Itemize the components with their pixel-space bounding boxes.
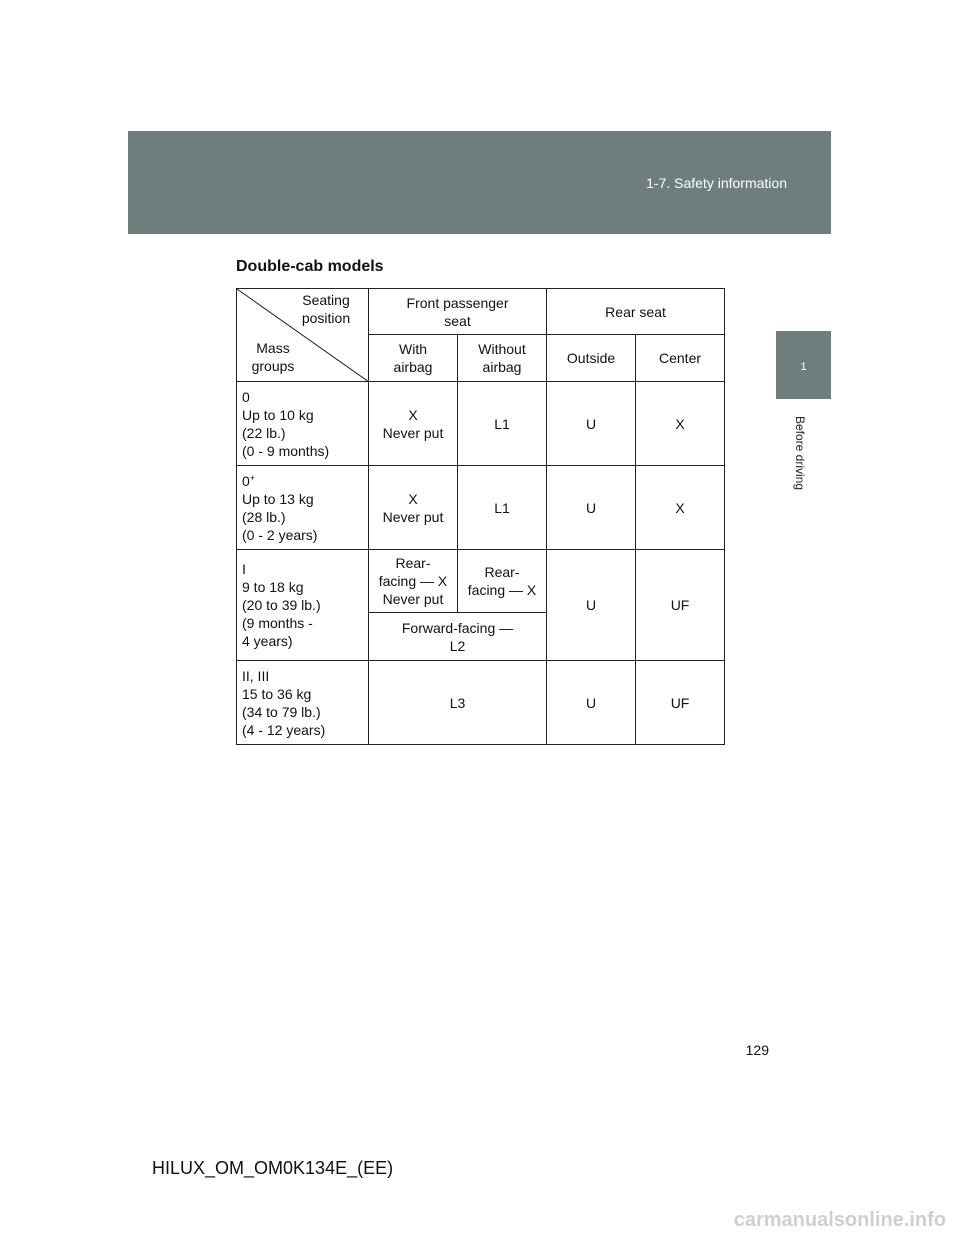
outside-header: Outside: [547, 335, 636, 382]
center-cell: UF: [636, 661, 725, 745]
without-airbag-cell: Rear- facing — X: [458, 550, 547, 613]
watermark: carmanualsonline.info: [733, 1209, 946, 1231]
mass-group-detail: Up to 13 kg (28 lb.) (0 - 2 years): [242, 490, 318, 543]
front-seat-cell: L3: [369, 661, 547, 745]
with-airbag-cell: X Never put: [369, 382, 458, 466]
front-passenger-seat-header: Front passenger seat: [369, 289, 547, 335]
mass-group-cell: [237, 382, 369, 466]
with-airbag-cell: X Never put: [369, 466, 458, 550]
mass-group-superscript: +: [249, 472, 256, 483]
chapter-number: 1: [800, 361, 807, 373]
with-airbag-cell: Rear- facing — X Never put: [369, 550, 458, 613]
outside-cell: U: [547, 382, 636, 466]
rear-seat-header: Rear seat: [547, 289, 725, 335]
center-cell: X: [636, 466, 725, 550]
mass-group-detail: Up to 10 kg (22 lb.) (0 - 9 months): [242, 406, 330, 459]
mass-group-id: II, III: [242, 667, 270, 684]
section-header-bar: [128, 131, 831, 234]
without-airbag-cell: L1: [458, 466, 547, 550]
mass-groups-label: Mass groups: [251, 340, 295, 374]
mass-group-cell: [237, 550, 369, 661]
mass-group-id: I: [242, 561, 246, 577]
table-row: [237, 550, 725, 613]
table-row: [237, 661, 725, 745]
outside-cell: U: [547, 661, 636, 745]
center-cell: UF: [636, 550, 725, 661]
mass-group-detail: 15 to 36 kg (34 to 79 lb.) (4 - 12 years): [242, 685, 326, 738]
mass-group-id: 0: [242, 472, 250, 489]
without-airbag-cell: L1: [458, 382, 547, 466]
chapter-label: Before driving: [793, 415, 807, 491]
outside-cell: U: [547, 550, 636, 661]
chapter-label-container: [790, 408, 810, 508]
seating-position-label: Seating position: [301, 292, 351, 326]
child-seat-table: [236, 288, 725, 745]
section-title: Double-cab models: [236, 258, 384, 275]
chapter-tab: [776, 331, 831, 399]
document-code: HILUX_OM_OM0K134E_(EE): [152, 1158, 394, 1178]
center-cell: X: [636, 382, 725, 466]
corner-header-cell: [237, 289, 369, 382]
table-row: [237, 382, 725, 466]
mass-group-id: 0: [242, 388, 250, 405]
section-header-title: 1-7. Safety information: [646, 175, 787, 191]
mass-group-cell: [237, 466, 369, 550]
table-row: [237, 466, 725, 550]
mass-group-cell: [237, 661, 369, 745]
page-number: 129: [745, 1042, 769, 1058]
mass-group-detail: 9 to 18 kg (20 to 39 lb.) (9 months - 4 years): [242, 579, 321, 649]
with-airbag-header: With airbag: [369, 335, 458, 382]
outside-cell: U: [547, 466, 636, 550]
center-header: Center: [636, 335, 725, 382]
forward-facing-cell: Forward-facing — L2: [369, 613, 547, 661]
without-airbag-header: Without airbag: [458, 335, 547, 382]
